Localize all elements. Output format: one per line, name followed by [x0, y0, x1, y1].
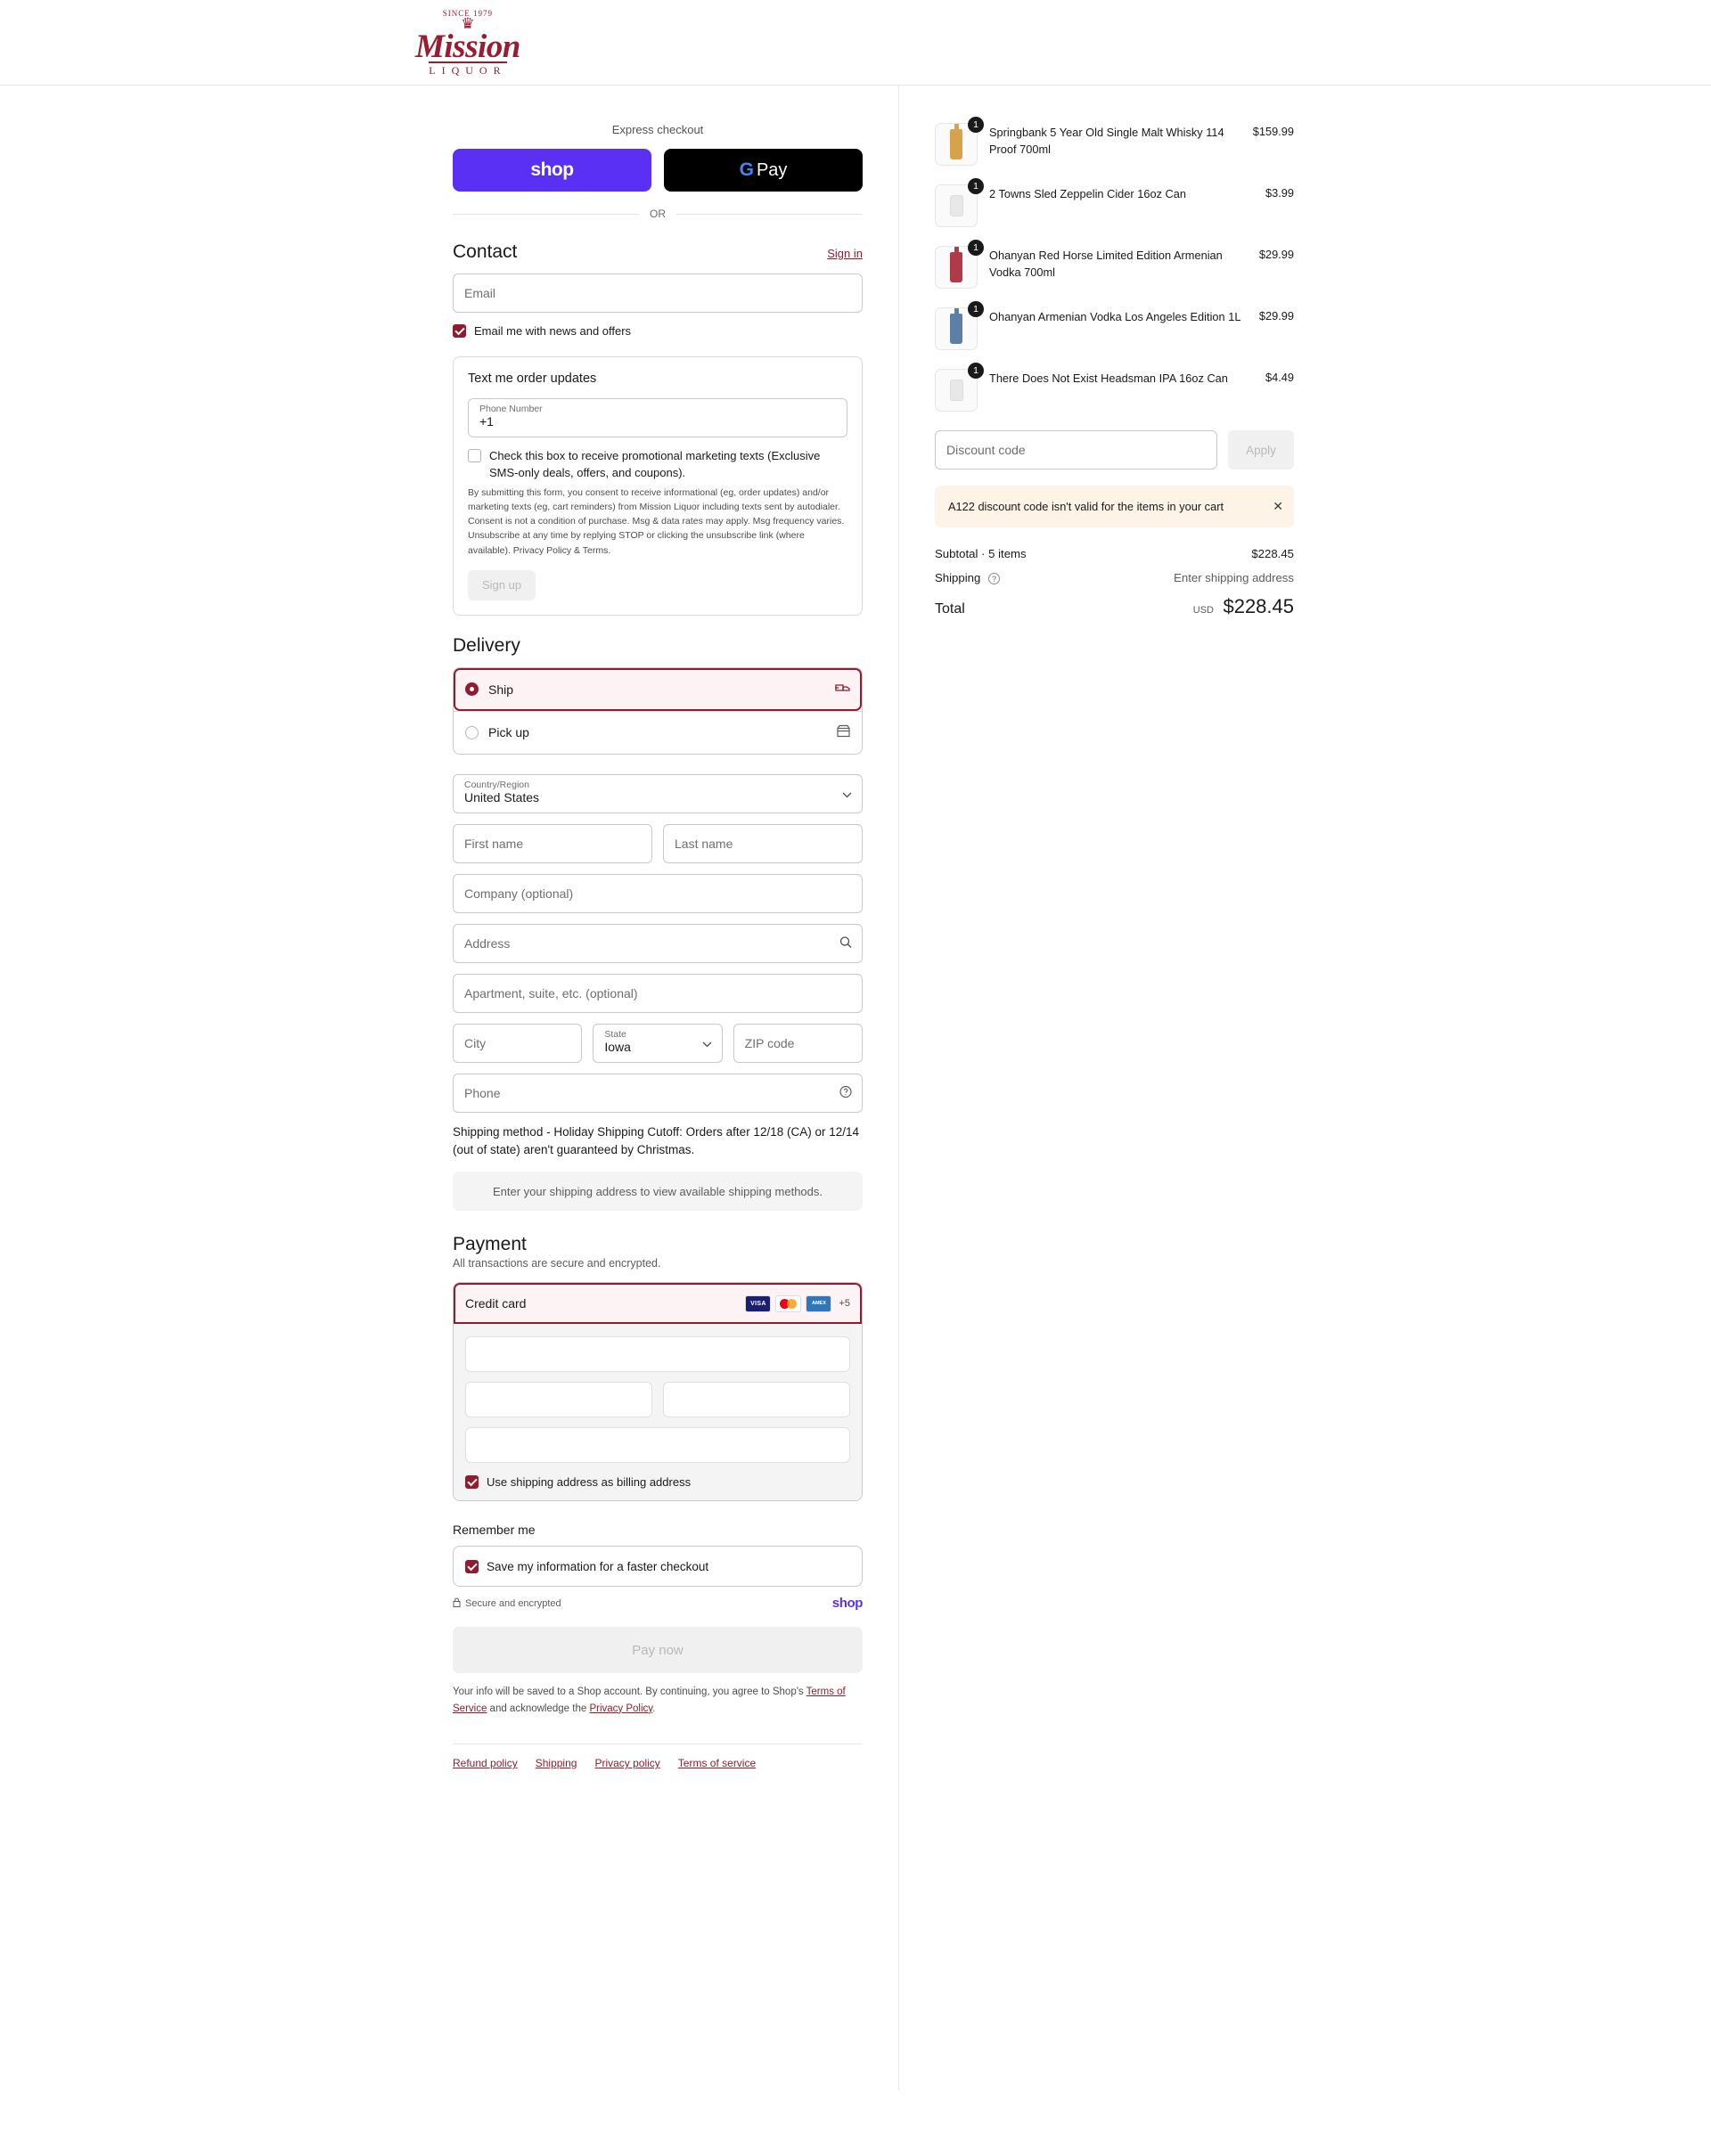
country-value: United States	[464, 790, 540, 805]
remember-me-checkbox[interactable]	[465, 1560, 479, 1573]
logo-subtitle: LIQUOR	[429, 61, 506, 76]
subtotal-row	[935, 547, 1294, 560]
shipping-method-note: Enter your shipping address to view available shipping methods.	[453, 1172, 863, 1211]
discount-error-text: A122 discount code isn't valid for the items in your cart	[948, 500, 1224, 513]
store-icon	[837, 725, 850, 740]
quantity-badge: 1	[968, 363, 984, 379]
remember-me-checkbox-row[interactable]	[453, 1546, 863, 1587]
shipping-method-heading: Shipping method - Holiday Shipping Cutoff: Orders after 12/18 (CA) or 12/14 (out of state) aren't guaranteed by Christmas.	[453, 1124, 860, 1157]
order-summary-panel	[898, 86, 1710, 2090]
shipping-row	[935, 571, 1294, 584]
footer-link-privacy-policy[interactable]: Privacy policy	[594, 1757, 660, 1770]
apartment-placeholder: Apartment, suite, etc. (optional)	[464, 985, 638, 1000]
phone-number-label: Phone Number	[479, 403, 543, 414]
zip-placeholder: ZIP code	[744, 1035, 795, 1050]
newsletter-checkbox[interactable]	[453, 324, 466, 338]
express-checkout-section	[453, 123, 863, 220]
address-placeholder: Address	[464, 935, 511, 951]
footer-link-terms-of-service[interactable]: Terms of service	[677, 1757, 757, 1770]
payment-title: Payment	[453, 1234, 527, 1255]
logo-since-text: SINCE 1979	[442, 8, 494, 18]
brand-logo[interactable]	[415, 10, 520, 76]
truck-icon	[835, 682, 850, 697]
card-name-field[interactable]	[465, 1427, 850, 1463]
lock-icon	[453, 1597, 461, 1610]
terms-of-service-link[interactable]: Terms of Service	[453, 1686, 846, 1714]
ship-radio[interactable]	[465, 682, 479, 696]
total-row	[935, 595, 1294, 618]
more-cards-label: +5	[839, 1298, 850, 1310]
contact-title: Contact	[453, 241, 518, 262]
promo-sms-label: Check this box to receive promotional marketing texts (Exclusive SMS-only deals, offers, and coupons).	[489, 448, 821, 479]
delivery-option-pickup[interactable]	[454, 711, 862, 754]
card-expiry-field[interactable]	[465, 1382, 652, 1417]
discount-code-placeholder: Discount code	[946, 443, 1026, 457]
contact-section	[453, 241, 863, 340]
shop-pay-button[interactable]	[453, 149, 651, 192]
crown-icon: ♛	[461, 14, 475, 32]
delivery-section	[453, 635, 863, 1113]
help-circle-icon[interactable]: ?	[988, 573, 1000, 584]
sms-signup-button[interactable]: Sign up	[468, 570, 536, 600]
subtotal-label: Subtotal · 5 items	[935, 547, 1027, 561]
privacy-policy-link[interactable]: Privacy Policy	[589, 1703, 653, 1714]
discount-error-banner	[935, 486, 1294, 527]
secure-note	[453, 1597, 561, 1610]
close-icon[interactable]: ✕	[1273, 499, 1283, 513]
submit-disclaimer	[453, 1684, 863, 1717]
payment-section	[453, 1234, 863, 1501]
remember-me-title: Remember me	[453, 1523, 536, 1538]
total-label: Total	[935, 601, 965, 617]
logo-name: Mission	[415, 28, 520, 65]
list-item	[935, 119, 1294, 166]
phone-number-value: +1	[479, 414, 494, 429]
quantity-badge: 1	[968, 301, 984, 317]
sms-updates-box	[453, 356, 863, 616]
company-field[interactable]	[453, 874, 863, 913]
product-price: $159.99	[1252, 125, 1294, 138]
state-label: State	[604, 1028, 626, 1040]
list-item	[935, 242, 1294, 289]
sms-legal-text: By submitting this form, you consent to receive informational (eg, order updates) and/or marketing texts (eg, cart reminders) from Mission Liquor including texts sent by autodialer. Consent is not a condition of purchase. Msg & data rates may apply. Msg frequency varies. Unsubscribe at any time by replying STOP or clicking the unsubscribe link (where available). Privacy Policy & Terms.	[468, 486, 845, 556]
express-checkout-label: Express checkout	[611, 123, 704, 136]
email-field[interactable]	[453, 274, 863, 313]
shipping-label-wrap	[935, 571, 1000, 584]
phone-field[interactable]	[453, 1074, 863, 1113]
delivery-option-ship[interactable]	[454, 668, 862, 711]
google-g-icon: G	[739, 159, 754, 180]
visa-icon: VISA	[745, 1295, 771, 1312]
list-item	[935, 181, 1294, 227]
product-title: Springbank 5 Year Old Single Malt Whisky 114 Proof 700ml	[989, 126, 1224, 156]
credit-card-label: Credit card	[465, 1296, 527, 1311]
phone-placeholder: Phone	[464, 1085, 501, 1100]
chevron-down-icon	[702, 1036, 712, 1050]
billing-address-label: Use shipping address as billing address	[487, 1474, 692, 1489]
promo-sms-checkbox[interactable]	[468, 449, 481, 462]
or-divider	[453, 208, 863, 220]
city-field[interactable]	[453, 1024, 582, 1063]
payment-method-credit-card[interactable]	[454, 1283, 862, 1324]
city-placeholder: City	[464, 1035, 487, 1050]
pickup-radio[interactable]	[465, 726, 479, 739]
footer-link-shipping[interactable]: Shipping	[535, 1757, 577, 1770]
quantity-badge: 1	[968, 178, 984, 194]
sms-title: Text me order updates	[468, 371, 597, 386]
quantity-badge: 1	[968, 117, 984, 133]
footer-links	[453, 1744, 863, 1805]
chevron-down-icon	[842, 787, 852, 801]
list-item	[935, 365, 1294, 412]
billing-address-checkbox[interactable]	[465, 1475, 479, 1489]
promo-sms-checkbox-row[interactable]	[468, 448, 847, 482]
discount-code-input[interactable]	[935, 430, 1217, 470]
accepted-cards	[745, 1295, 850, 1312]
list-item	[935, 304, 1294, 350]
shipping-value: Enter shipping address	[1174, 571, 1294, 585]
phone-number-field[interactable]	[468, 398, 847, 437]
delivery-title: Delivery	[453, 634, 520, 656]
last-name-placeholder: Last name	[675, 836, 733, 851]
state-value: Iowa	[604, 1040, 631, 1055]
quantity-badge: 1	[968, 240, 984, 256]
first-name-field[interactable]	[453, 824, 652, 863]
product-price: $29.99	[1258, 309, 1294, 323]
product-title: There Does Not Exist Headsman IPA 16oz Can	[989, 372, 1228, 385]
site-header	[0, 0, 1711, 86]
footer-link-refund-policy[interactable]: Refund policy	[453, 1757, 518, 1770]
shipping-method-section	[453, 1123, 863, 1212]
last-name-field[interactable]	[663, 824, 863, 863]
billing-address-checkbox-row[interactable]	[465, 1473, 850, 1489]
apartment-field[interactable]	[453, 974, 863, 1013]
product-price: $29.99	[1258, 248, 1294, 261]
disclaimer-pre: Your info will be saved to a Shop account. By continuing, you agree to Shop's	[453, 1686, 806, 1698]
delivery-options	[453, 667, 863, 755]
card-number-field[interactable]	[465, 1336, 850, 1372]
shop-pay-label: shop	[530, 159, 574, 180]
google-pay-label: Pay	[756, 159, 788, 180]
product-title: Ohanyan Red Horse Limited Edition Armenian Vodka 700ml	[989, 249, 1223, 279]
product-title: 2 Towns Sled Zeppelin Cider 16oz Can	[989, 187, 1186, 200]
address-field[interactable]	[453, 924, 863, 963]
zip-field[interactable]	[733, 1024, 863, 1063]
country-label: Country/Region	[464, 779, 529, 790]
country-select[interactable]	[453, 774, 863, 813]
secure-label: Secure and encrypted	[465, 1597, 561, 1609]
first-name-placeholder: First name	[464, 836, 524, 851]
google-pay-button[interactable]	[664, 149, 863, 192]
newsletter-checkbox-row[interactable]	[453, 323, 863, 340]
pickup-label: Pick up	[488, 725, 529, 740]
sign-in-link[interactable]: Sign in	[827, 247, 863, 260]
ship-label: Ship	[488, 682, 514, 697]
card-cvv-field[interactable]	[663, 1382, 850, 1417]
payment-subtitle: All transactions are secure and encrypted.	[453, 1257, 661, 1270]
or-label: OR	[650, 208, 666, 220]
shipping-label: Shipping	[935, 571, 981, 585]
total-currency: USD	[1192, 605, 1215, 617]
shop-pay-logo: shop	[831, 1596, 863, 1612]
state-select[interactable]	[593, 1024, 722, 1063]
remember-me-section	[453, 1523, 863, 1717]
subtotal-value: $228.45	[1251, 547, 1294, 561]
help-circle-icon[interactable]	[839, 1085, 852, 1100]
remember-me-label: Save my information for a faster checkout	[487, 1559, 709, 1573]
apply-discount-button[interactable]: Apply	[1228, 430, 1294, 470]
disclaimer-mid: and acknowledge the	[487, 1703, 590, 1714]
search-icon[interactable]	[839, 935, 852, 951]
disclaimer-post: .	[652, 1703, 656, 1714]
company-placeholder: Company (optional)	[464, 886, 574, 901]
newsletter-label: Email me with news and offers	[474, 324, 632, 338]
product-price: $3.99	[1265, 186, 1294, 200]
pay-now-button[interactable]: Pay now	[453, 1627, 863, 1673]
email-placeholder: Email	[464, 286, 496, 300]
product-price: $4.49	[1265, 371, 1294, 384]
total-value: $228.45	[1223, 595, 1294, 618]
product-title: Ohanyan Armenian Vodka Los Angeles Edition 1L	[989, 310, 1241, 323]
amex-icon: AMEX	[806, 1295, 831, 1312]
mastercard-icon	[775, 1295, 801, 1312]
